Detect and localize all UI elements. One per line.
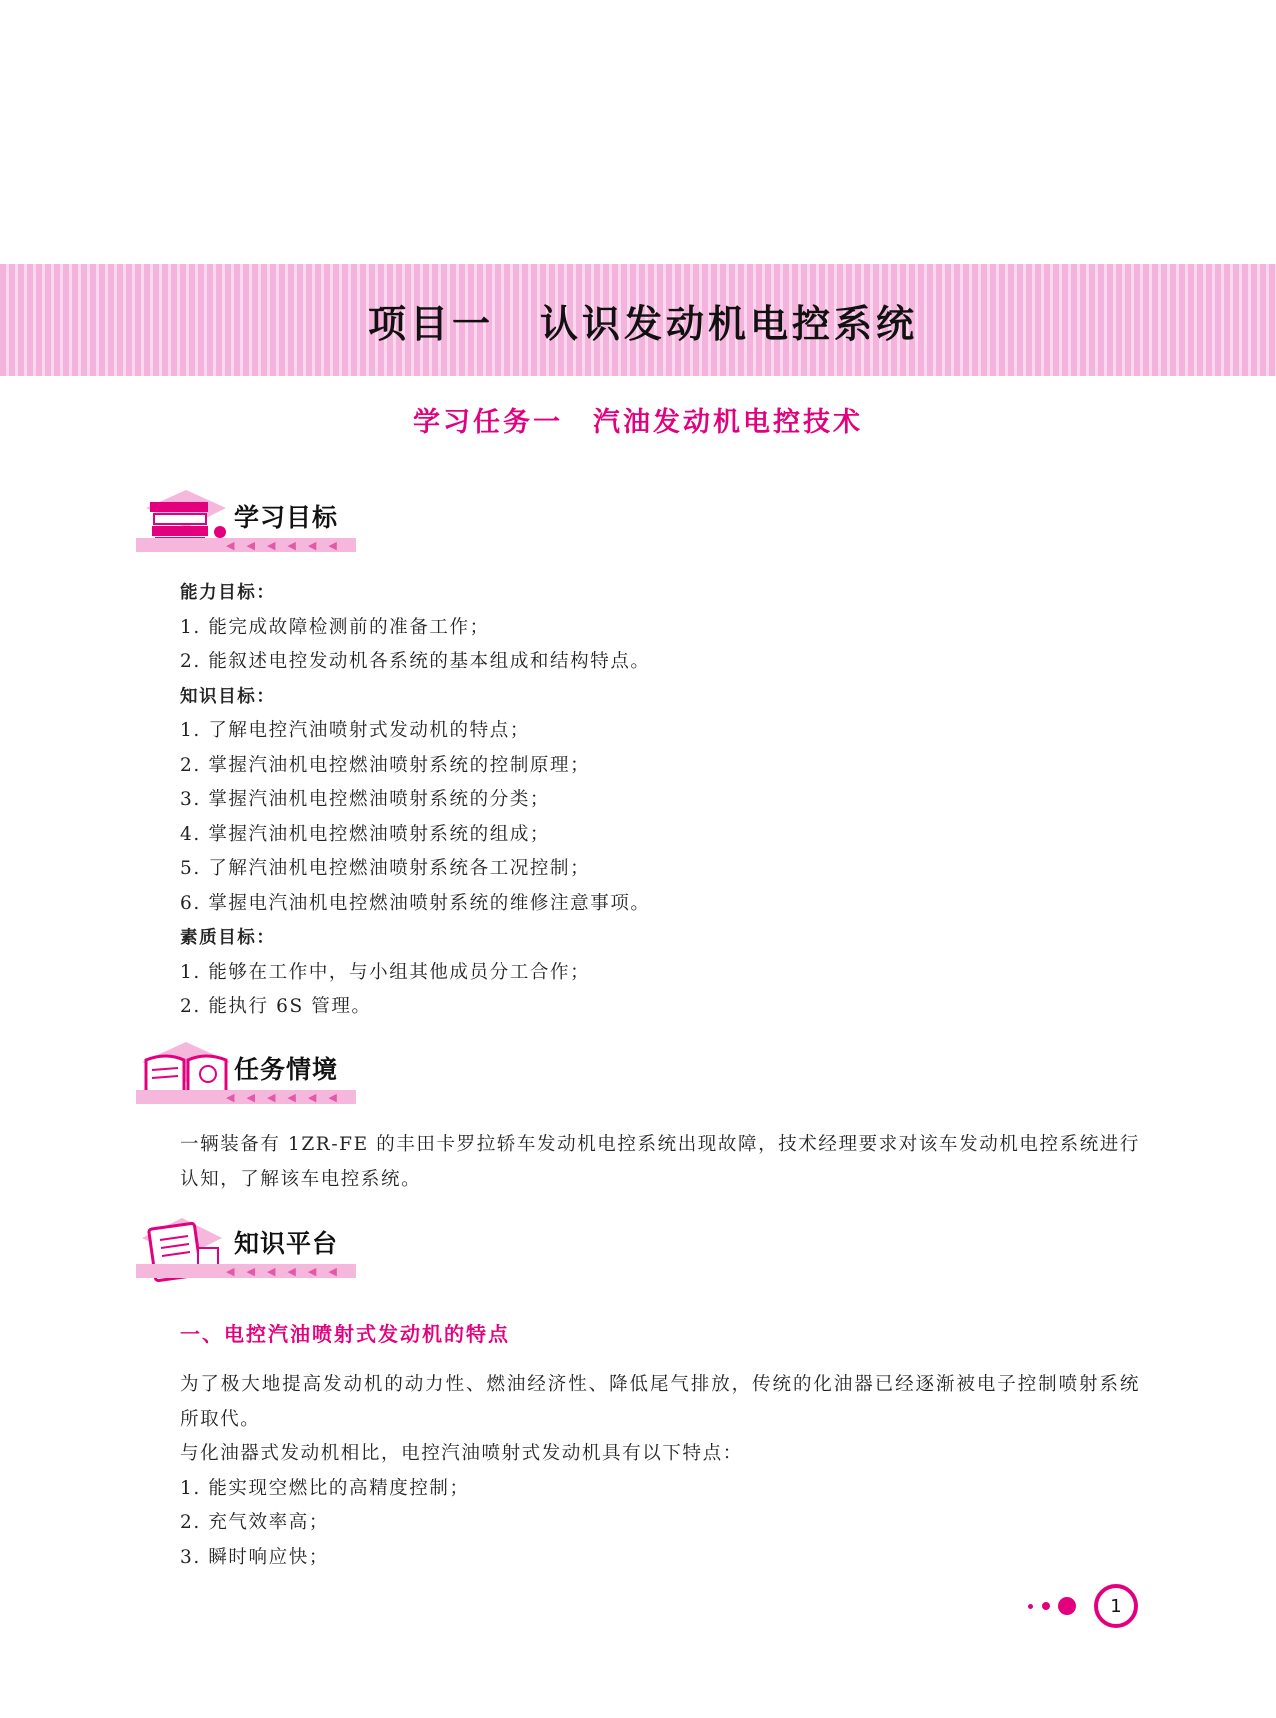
task-title: 汽油发动机电控技术	[593, 407, 863, 438]
list-item: 5. 了解汽油机电控燃油喷射系统各工况控制；	[180, 858, 591, 879]
decor-dot	[1058, 1597, 1076, 1615]
task-label: 学习任务一	[413, 407, 563, 438]
section-ribbon: ◀ ◀ ◀ ◀ ◀ ◀	[136, 1090, 356, 1104]
section-header-knowledge	[136, 1214, 366, 1284]
objectives-block	[180, 576, 651, 1025]
decor-dot	[1028, 1604, 1033, 1609]
scenario-paragraph	[136, 1128, 1140, 1197]
list-item: 1. 了解电控汽油喷射式发动机的特点；	[180, 720, 530, 741]
ability-heading: 能力目标：	[180, 583, 276, 603]
list-item: 2. 掌握汽油机电控燃油喷射系统的控制原理；	[180, 754, 591, 776]
knowledge-compare: 与化油器式发动机相比，电控汽油喷射式发动机具有以下特点：	[180, 1443, 743, 1464]
list-item: 1. 能完成故障检测前的准备工作；	[180, 616, 490, 638]
project-heading	[368, 293, 918, 348]
section-title-objectives: 学习目标	[234, 503, 339, 532]
decor-dot	[1042, 1602, 1050, 1610]
list-item: 2. 充气效率高；	[180, 1512, 329, 1533]
section-header-objectives	[136, 488, 366, 558]
page-number: 1	[1094, 1584, 1138, 1628]
project-subtitle: 认识发动机电控系统	[540, 301, 919, 346]
project-banner	[0, 264, 1276, 376]
knowledge-intro: 为了极大地提高发动机的动力性、燃油经济性、降低尾气排放，传统的化油器已经逐渐被电子控制喷射系统所取代。	[180, 1374, 1140, 1430]
section-ribbon: ◀ ◀ ◀ ◀ ◀ ◀	[136, 1264, 356, 1278]
task-heading	[0, 400, 1276, 439]
list-item: 3. 掌握汽油机电控燃油喷射系统的分类；	[180, 789, 551, 810]
quality-heading: 素质目标：	[180, 928, 276, 948]
section-header-scenario	[136, 1040, 366, 1110]
list-item: 2. 能执行 6S 管理。	[180, 996, 372, 1017]
section-title-knowledge: 知识平台	[234, 1229, 339, 1258]
list-item: 3. 瞬时响应快；	[180, 1546, 329, 1568]
knowledge-heading-1: 一、电控汽油喷射式发动机的特点	[180, 1322, 510, 1346]
list-item: 1. 能够在工作中，与小组其他成员分工合作；	[180, 961, 591, 983]
section-ribbon: ◀ ◀ ◀ ◀ ◀ ◀	[136, 538, 356, 552]
knowledge-heading: 知识目标：	[180, 686, 276, 707]
list-item: 4. 掌握汽油机电控燃油喷射系统的组成；	[180, 823, 551, 845]
knowledge-paragraph	[136, 1368, 1140, 1575]
list-item: 1. 能实现空燃比的高精度控制；	[180, 1477, 470, 1499]
section-title-scenario: 任务情境	[234, 1055, 339, 1084]
project-title: 项目一	[367, 301, 494, 346]
list-item: 2. 能叙述电控发动机各系统的基本组成和结构特点。	[180, 651, 651, 672]
list-item: 6. 掌握电汽油机电控燃油喷射系统的维修注意事项。	[180, 892, 651, 914]
scenario-text: 一辆装备有 1ZR-FE 的丰田卡罗拉轿车发动机电控系统出现故障，技术经理要求对该车发动机电控系统进行认知，了解该车电控系统。	[180, 1134, 1141, 1190]
